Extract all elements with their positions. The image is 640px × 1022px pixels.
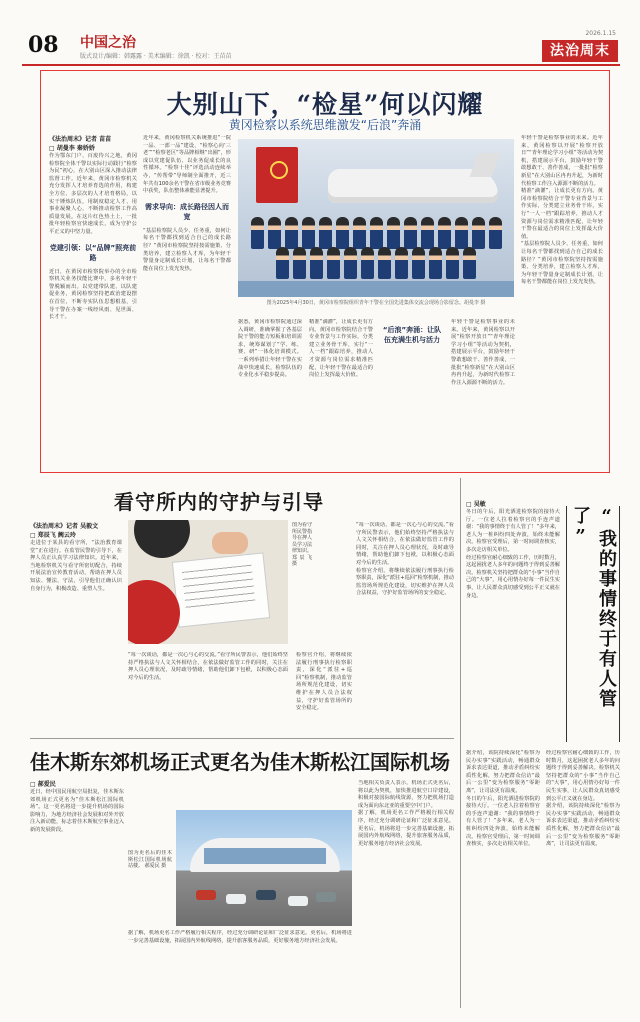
lead-paragraph: 年轻干警是检察事业的未来。近年来，黄冈检察以开展“检察开放日”“青年理论学习小组”等活动为契机，搭建展示平台，鼓励年轻干警敢想敢干、善作善成，一批批“检察新星”在大别山区冉冉升起，为新时代检察工作注入源源不断的活力。 <box>521 135 603 187</box>
article3-byline: □ 郝爱民 <box>30 781 56 788</box>
lead-paragraph: 精准“滴灌”，让成长更有方向。黄冈市检察院结合干警专业背景与工作实际，分类建立业务骨干库，实行“一人一档”跟踪培养，推动人才资源与岗位需求精准匹配，让年轻干警在最适合的岗位上发挥最大价值。 <box>309 319 373 379</box>
lead-column-3 <box>238 319 302 468</box>
lead-paragraph: 据悉，黄冈市检察院通过深入调研，准确掌握了各基层院干警的能力短板和培训需求，统筹谋划了“学、练、赛、研”一体化培训模式。一系列举措让年轻干警在实战中快速成长，检察队伍的专业化水平稳步提高。 <box>238 319 302 379</box>
right-article-column-1 <box>466 500 560 746</box>
lead-paragraph: “基层检察院人员少、任务重，如何让每名干警都找到适合自己的成长路径？”黄冈市检察院坚持按需施策、分类培养，建立检察人才库，为年轻干警量身定制成长计划，让每名干警都能在岗位上发光发热。 <box>143 227 231 272</box>
article2-photo-caption: 图为看守所民警指导在押人员学习法律知识。 郑辰飞 摄 <box>292 522 312 567</box>
lead-paragraph: 近年来，黄冈检察机关系统推进“一院一品、一部一品”建设，“检察心向‘三老’”“检察老区”等品牌相继“出圈”，形成以党建促队伍、以业务促成长的良性循环。“检察十佳”评选活动连续举办，“传帮带”导师制全面推开，近三年共有100余名干警在省市级业务竞赛中获奖，队伍整体素能显著提升。 <box>143 135 231 195</box>
right-article-byline: □ 吴敏 <box>466 501 486 508</box>
lead-subhead-2: 需求导向：成长路径因人而宽 <box>145 202 229 221</box>
right-article-paragraph: 据介绍，该院持续深化“检察为民办实事”实践活动，畅通群众诉求表达渠道，推动矛盾纠纷实质性化解，努力把群众信访“最后一公里”变为检察服务“零距离”，让司法更有温度。 <box>546 803 620 848</box>
right-article-paragraph: 经过检察官耐心细致的工作，历时数月，这起困扰老人多年的问题终于得到妥善解决。检察机关坚持把群众的“小事”当作自己的“大事”，用心用情办好每一件民生实事，让人民群众真切感受到公平正义就在身边。 <box>546 750 620 802</box>
right-article-paragraph: 冬日的午后，阳光洒进检察院的接待大厅。一位老人拉着检察官的手连声道谢：“我的事情终于有人管了！”多年来，老人为一桩纠纷四处奔波，始终未能解决。检察官受理后，第一时间调查核实，多次走访相关单位。 <box>466 509 560 553</box>
right-article-column-3 <box>546 750 620 1010</box>
article2-column-3 <box>296 652 352 732</box>
article2-column-4 <box>356 522 454 732</box>
airport-photo <box>176 810 352 926</box>
lead-column-5 <box>380 319 444 468</box>
right-article-column-2 <box>466 750 540 1010</box>
article2-paragraph: 检察官介绍，将继续依法履行刑事执行检察职责，深化“派驻+巡回”检察机制，推动监管场所规范化建设，切实维护在押人员合法权益，守护好监管场所的安全稳定。 <box>296 652 352 712</box>
page-number: 08 <box>28 32 59 58</box>
article2-paragraph: “每一次谈话，都是一次心与心的交流。”看守所民警表示，他们始终坚持严格执法与人文关怀相结合，在依法做好监管工作的同时，关注在押人员心理状况，及时疏导情绪，帮助他们卸下包袱，以积极心态面对今后的生活。 <box>128 652 288 681</box>
article2-byline-authors: □ 郑辰飞 阙云玲 <box>30 532 76 539</box>
airport-photo-caption: 图为更名后的佳木斯松江国际机场航站楼。 郝爱民 摄 <box>128 850 172 869</box>
article3-paragraph: 近日，经中国民用航空局批复，佳木斯东郊机场正式更名为“佳木斯松江国际机场”。这一更名将进一步提升机场的国际影响力，为地方经济社会发展和对外开放注入新动能，标志着佳木斯航空事业迈入新的发展阶段。 <box>30 789 124 833</box>
lead-paragraph: 年轻干警是检察事业的未来。近年来，黄冈检察以开展“检察开放日”“青年理论学习小组”等活动为契机，搭建展示平台，鼓励年轻干警敢想敢干、善作善成，一批批“检察新星”在大别山区冉冉升起，为新时代检察工作注入源源不断的活力。 <box>451 319 515 386</box>
article2-headline: 看守所内的守护与引导 <box>114 490 324 514</box>
lead-paragraph: 作为鄂东门户、百废待兴之地，黄冈检察院全体干警以实际行动践行“检察为民”初心，在大别山区深入推动法律监督工作。近年来，黄冈市检察机关充分发挥人才培养育选的作用，构建全方位、多层次的人才培育格局，以实干锤炼队伍，用制度稳定人才、用事业凝聚人心，不断推动检察工作高质量发展。在这片红色热土上，一批批年轻检察官快速成长，成为守护公平正义的中坚力量。 <box>49 153 137 235</box>
section-divider <box>30 738 454 739</box>
section-name: 中国之治 <box>80 35 136 51</box>
article3-column-2 <box>128 930 352 1010</box>
party-flag-image <box>256 147 298 203</box>
editor-credits: 版式设计/编辑：韩露露 · 美术编辑：徐凯 · 校对：王苗苗 <box>80 53 232 60</box>
issue-date: 2026.1.15 <box>585 30 616 37</box>
article3-paragraph: 据了解，机场更名工作严格履行相关程序，经过充分调研论证和广泛征求意见。更名后，机场将进一步完善基础设施，拓展国内外航线网络，提升旅客服务品质，更好服务地方经济社会发展。 <box>358 810 454 847</box>
right-article-paragraph: 经过检察官耐心细致的工作，历时数月，这起困扰老人多年的问题终于得到妥善解决。检察机关坚持把群众的“小事”当作自己的“大事”，用心用情办好每一件民生实事，让人民群众真切感受到公平正义就在身边。 <box>466 554 560 599</box>
article3-column-3 <box>358 780 454 1010</box>
brand-logo: 法治周末 <box>542 40 618 62</box>
column-divider <box>460 478 461 1008</box>
right-article-paragraph: 据介绍，该院持续深化“检察为民办实事”实践活动，畅通群众诉求表达渠道，推动矛盾纠纷实质性化解，努力把群众信访“最后一公里”变为检察服务“零距离”，让司法更有温度。 <box>466 750 540 794</box>
lead-photo-caption: 图为2025年4月30日，黄冈市检察院组织青年干警在全国先进集体交流会现场合影留念。胡曼李 摄 <box>266 300 486 306</box>
lead-subhead-3: “后浪”奔涌：让队伍充满生机与活力 <box>382 326 442 344</box>
right-article-vertical-headline: “我的事情终于有人管了” <box>566 506 620 742</box>
article2-paragraph: 检察官介绍，将继续依法履行刑事执行检察职责，深化“派驻+巡回”检察机制，推动监管场所规范化建设，切实维护在押人员合法权益，守护好监管场所的安全稳定。 <box>356 567 454 597</box>
lead-column-2 <box>143 135 231 468</box>
lead-byline-authors: □ 胡曼李 秦娇娇 <box>49 145 95 152</box>
article3-paragraph: 据了解，机场更名工作严格履行相关程序，经过充分调研论证和广泛征求意见。更名后，机场将进一步完善基础设施，拓展国内外航线网络，提升旅客服务品质，更好服务地方经济社会发展。 <box>128 930 352 944</box>
lead-photo <box>238 139 514 297</box>
lead-headline: 大别山下，“检星”何以闪耀 <box>166 90 484 119</box>
lead-article <box>40 70 610 473</box>
article3-headline: 佳木斯东郊机场正式更名为佳木斯松江国际机场 <box>30 750 450 774</box>
article3-paragraph: 当地相关负责人表示，机场正式更名后，将以此为契机，加快推进航空口岸建设，积极对接国际航线资源，努力把机场打造成为面向东北亚的重要空中门户。 <box>358 780 454 809</box>
article2-photo <box>128 520 288 644</box>
article2-column-1 <box>30 522 122 732</box>
article3-column-1 <box>30 780 124 1010</box>
right-article-paragraph: 冬日的午后，阳光洒进检察院的接待大厅。一位老人拉着检察官的手连声道谢：“我的事情终于有人管了！”多年来，老人为一桩纠纷四处奔波，始终未能解决。检察官受理后，第一时间调查核实，多次走访相关单位。 <box>466 795 540 848</box>
lead-paragraph: 近日，在黄冈市检察院举办的全市检察机关业务技能比赛中，多名年轻干警脱颖而出。以党建带队建、以队建促业务，黄冈检察坚持把政治建设摆在首位，不断夯实队伍思想根基，引导干警在办案一线经风雨、见世面、长才干。 <box>49 268 137 321</box>
lead-column-6 <box>451 319 515 468</box>
lead-column-7 <box>521 135 603 468</box>
lead-column-1 <box>49 135 137 468</box>
lead-column-4 <box>309 319 373 468</box>
lead-paragraph: 精准“滴灌”，让成长更有方向。黄冈市检察院结合干警专业背景与工作实际，分类建立业务骨干库，实行“一人一档”跟踪培养，推动人才资源与岗位需求精准匹配，让年轻干警在最适合的岗位上发挥最大价值。 <box>521 188 603 240</box>
article2-paragraph: 走进位于某县的看守所，“法治教育课堂”正在进行。在监管民警的引导下，在押人员正认真学习法律知识。近年来，当地检察机关与看守所密切配合，持续开展法治宣传教育活动，帮助在押人员知法、懂法、守法，引导他们正确认识自身行为，积极改造、重塑人生。 <box>30 540 122 592</box>
article2-byline-reporter: 《法治周末》记者 吴毅文 <box>30 523 99 530</box>
masthead <box>22 26 620 66</box>
lead-paragraph: “基层检察院人员少、任务重，如何让每名干警都找到适合自己的成长路径？”黄冈市检察院坚持按需施策、分类培养，建立检察人才库，为年轻干警量身定制成长计划，让每名干警都能在岗位上发光发热。 <box>521 241 603 286</box>
article2-paragraph: “每一次谈话，都是一次心与心的交流。”看守所民警表示，他们始终坚持严格执法与人文关怀相结合，在依法做好监管工作的同时，关注在押人员心理状况，及时疏导情绪，帮助他们卸下包袱，以积极心态面对今后的生活。 <box>356 522 454 566</box>
lead-byline-reporter: 《法治周末》记者 苗苗 <box>49 136 112 143</box>
lead-subtitle: 黄冈检察以系统思维激发“后浪”奔涌 <box>228 118 422 132</box>
lead-subhead-1: 党建引领：以“品牌”照亮前路 <box>49 243 137 262</box>
aircraft-tail-image <box>470 153 501 177</box>
article2-column-2 <box>128 652 288 732</box>
